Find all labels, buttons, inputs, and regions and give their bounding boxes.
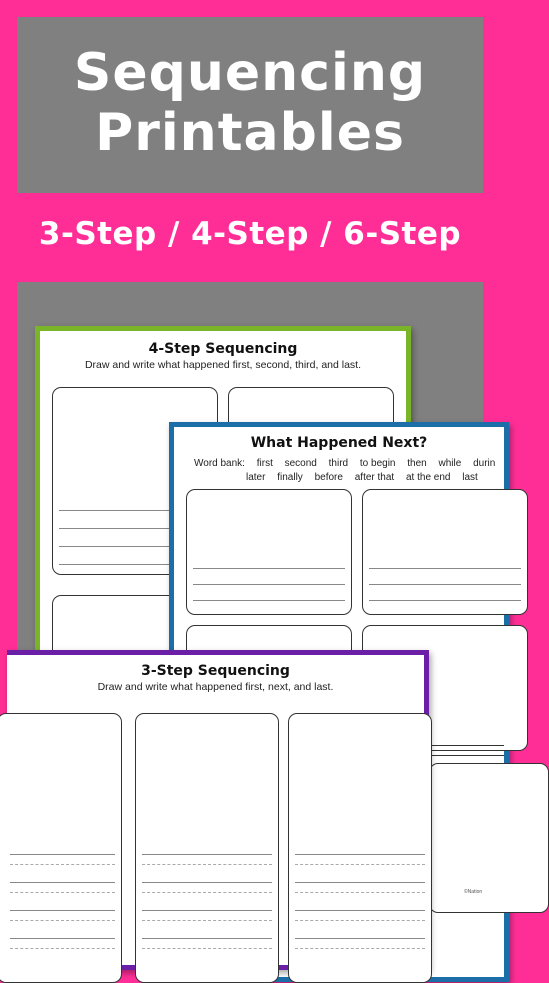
four-step-title: 4-Step Sequencing bbox=[148, 341, 298, 357]
three-step-title: 3-Step Sequencing bbox=[141, 663, 290, 679]
writing-line bbox=[295, 920, 425, 921]
word-bank-word: second bbox=[284, 458, 317, 469]
what-next-title: What Happened Next? bbox=[250, 435, 428, 451]
title-banner bbox=[17, 17, 483, 193]
writing-line bbox=[10, 920, 115, 921]
writing-line bbox=[295, 854, 425, 855]
writing-line bbox=[193, 568, 345, 569]
writing-line bbox=[142, 892, 272, 893]
copyright-text: ©Nation bbox=[464, 889, 483, 895]
writing-line bbox=[10, 948, 115, 949]
writing-line bbox=[369, 584, 521, 585]
writing-line bbox=[193, 584, 345, 585]
writing-line bbox=[369, 600, 521, 601]
what-next-box-2 bbox=[362, 489, 528, 615]
writing-line bbox=[10, 938, 115, 939]
writing-line bbox=[142, 854, 272, 855]
writing-line bbox=[142, 938, 272, 939]
writing-line bbox=[142, 910, 272, 911]
writing-line bbox=[193, 600, 345, 601]
writing-line bbox=[10, 854, 115, 855]
three-step-instructions: Draw and write what happened first, next, and last. bbox=[97, 681, 334, 693]
what-next-box-1 bbox=[186, 489, 352, 615]
writing-line bbox=[295, 892, 425, 893]
word-bank-word: while bbox=[438, 458, 462, 469]
word-bank-word: then bbox=[407, 458, 427, 469]
title-line-1: Sequencing bbox=[73, 43, 427, 103]
word-bank-word: to begin bbox=[359, 458, 396, 469]
word-bank bbox=[194, 457, 534, 485]
four-step-instructions: Draw and write what happened first, second, third, and last. bbox=[84, 359, 362, 371]
what-next-box-6 bbox=[429, 763, 549, 913]
writing-line bbox=[142, 864, 272, 865]
three-step-box-1 bbox=[0, 713, 122, 983]
three-step-box-3 bbox=[288, 713, 432, 983]
writing-line bbox=[429, 745, 504, 746]
writing-line bbox=[10, 910, 115, 911]
writing-line bbox=[369, 568, 521, 569]
three-step-box-2 bbox=[135, 713, 279, 983]
word-bank-word: third bbox=[328, 458, 349, 469]
writing-line bbox=[295, 948, 425, 949]
word-bank-word: at the end bbox=[405, 472, 451, 483]
writing-line bbox=[10, 892, 115, 893]
writing-line bbox=[10, 864, 115, 865]
word-bank-label: Word bank: bbox=[194, 458, 245, 469]
writing-line bbox=[295, 864, 425, 865]
word-bank-word: finally bbox=[277, 472, 303, 483]
word-bank-word: later bbox=[246, 472, 266, 483]
three-step-worksheet bbox=[7, 650, 429, 970]
writing-line bbox=[429, 755, 504, 756]
word-bank-word: durin bbox=[473, 458, 496, 469]
word-bank-word: first bbox=[256, 458, 273, 469]
writing-line bbox=[295, 910, 425, 911]
word-bank-word: last bbox=[462, 472, 478, 483]
writing-line bbox=[295, 882, 425, 883]
writing-line bbox=[10, 882, 115, 883]
writing-line bbox=[142, 920, 272, 921]
word-bank-word: before bbox=[314, 472, 343, 483]
word-bank-word: after that bbox=[354, 472, 395, 483]
writing-line bbox=[142, 882, 272, 883]
writing-line bbox=[142, 948, 272, 949]
writing-line bbox=[295, 938, 425, 939]
subtitle: 3-Step / 4-Step / 6-Step bbox=[38, 216, 462, 252]
title-line-2: Printables bbox=[95, 103, 405, 163]
preview-panel bbox=[17, 282, 496, 959]
